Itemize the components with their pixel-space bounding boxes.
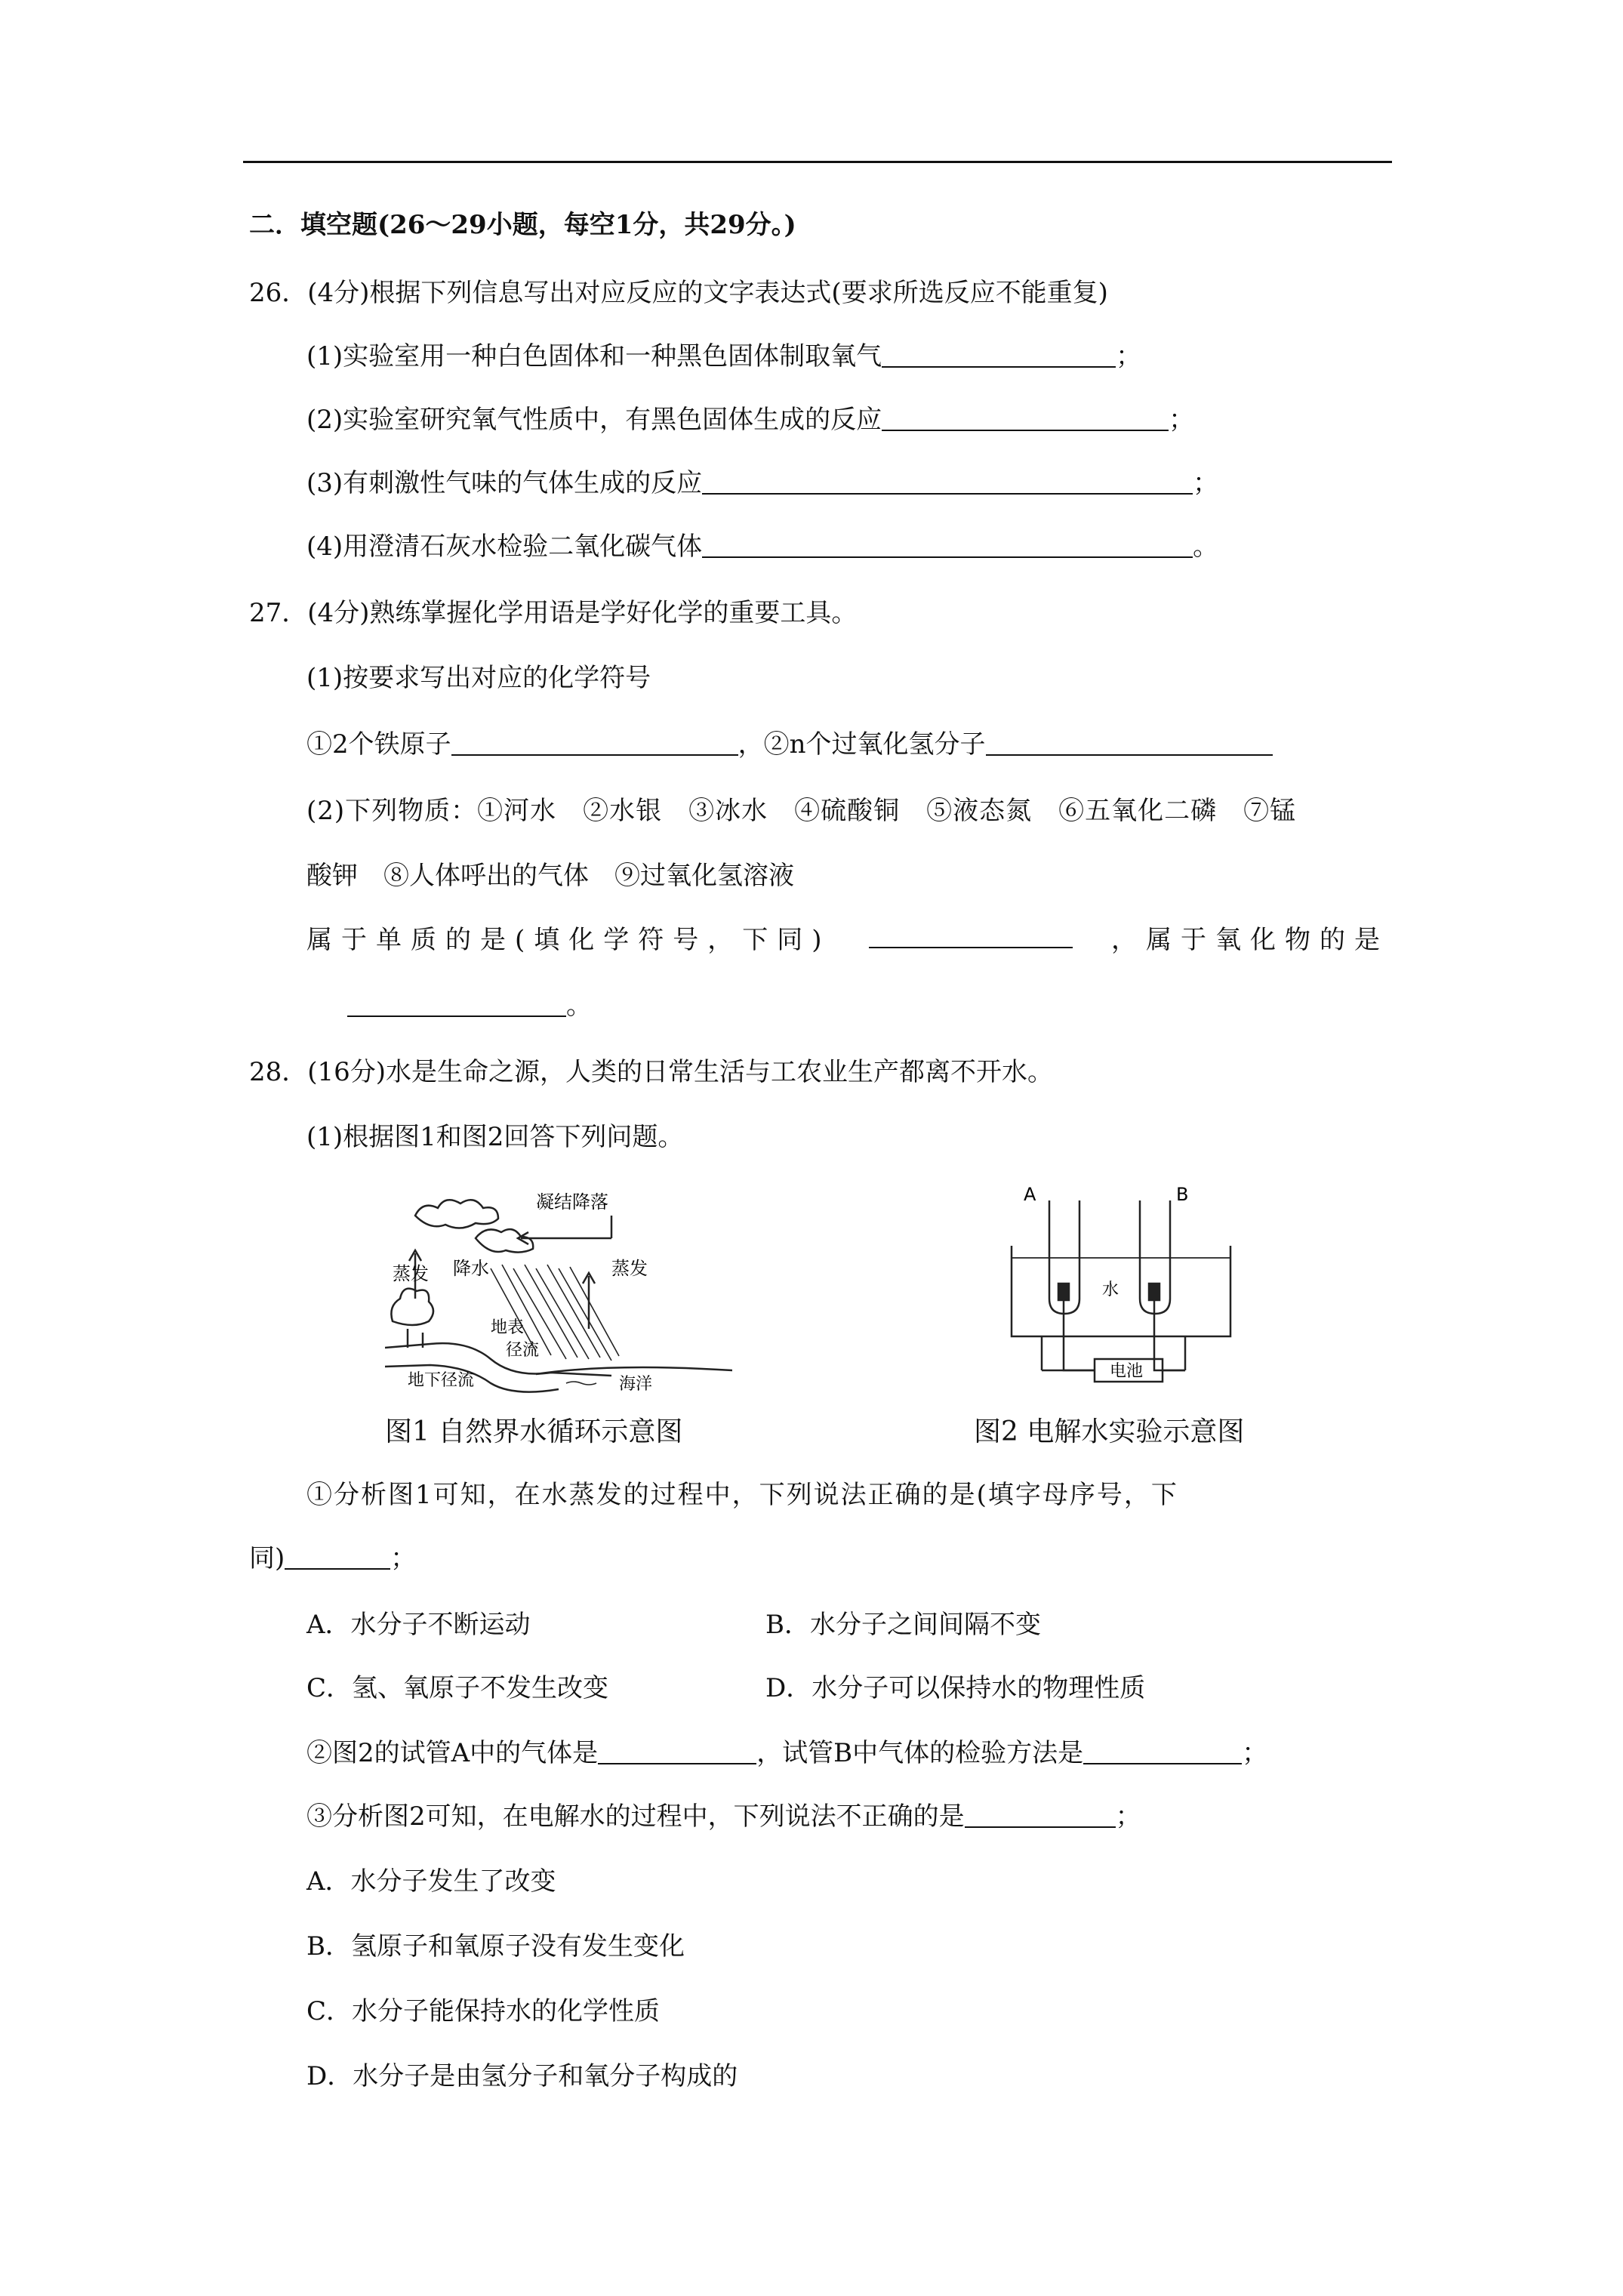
- beaker-outline: [1012, 1246, 1230, 1336]
- fig2-label-b: B: [1176, 1185, 1189, 1205]
- cloud-shape: [415, 1200, 498, 1228]
- answer-blank[interactable]: [869, 923, 1073, 948]
- q28-q1-option-c: C．氢、氧原子不发生改变: [306, 1673, 609, 1703]
- q28-q3: ③分析图2可知，在电解水的过程中，下列说法不正确的是 ；: [306, 1801, 1141, 1832]
- fig1-label-rain: 降水: [453, 1258, 489, 1279]
- fig2-caption: 图2 电解水实验示意图: [974, 1416, 1245, 1447]
- answer-blank[interactable]: [882, 342, 1116, 368]
- q28-stem: 28．(16分)水是生命之源，人类的日常生活与工农业生产都离不开水。: [249, 1057, 1054, 1087]
- q28-q1-option-b: B．水分子之间间隔不变: [765, 1610, 1041, 1640]
- top-rule: [243, 161, 1392, 163]
- q28-q1-line2: 同) ；: [249, 1543, 417, 1573]
- fig2-label-battery: 电池: [1110, 1362, 1144, 1381]
- q27-sub2-question: 属于单质的是(填化学符号，下同) ，属于氧化物的是: [306, 923, 1389, 957]
- section-title: 二．填空题(26～29小题，每空1分，共29分。): [249, 210, 796, 240]
- fig1-label-surface-a: 地表: [491, 1318, 525, 1337]
- q28-q1-line1: ①分析图1可知，在水蒸发的过程中，下列说法正确的是(填字母序号，下: [306, 1480, 1178, 1510]
- electrode-b: [1149, 1284, 1160, 1300]
- q28-q1-option-a: A．水分子不断运动: [306, 1610, 531, 1640]
- answer-blank[interactable]: [451, 730, 738, 756]
- q27-sub2-line1: (2)下列物质：①河水 ②水银 ③冰水 ④硫酸铜 ⑤液态氮 ⑥五氧化二磷 ⑦锰: [306, 796, 1297, 826]
- water-cycle-diagram: [385, 1185, 732, 1397]
- fig2-label-water: 水: [1102, 1281, 1119, 1299]
- q26-item-1: (1)实验室用一种白色固体和一种黑色固体制取氧气 ；: [306, 341, 1142, 371]
- q26-item-2: (2)实验室研究氧气性质中，有黑色固体生成的反应 ；: [306, 405, 1195, 435]
- wave-shape: [566, 1382, 596, 1385]
- answer-blank[interactable]: [285, 1544, 390, 1570]
- fig1-label-ground: 地下径流: [408, 1371, 475, 1390]
- q28-q3-option-b: B．氢原子和氧原子没有发生变化: [306, 1931, 685, 1962]
- q26-stem: 26．(4分)根据下列信息写出对应反应的文字表达式(要求所选反应不能重复): [249, 278, 1108, 308]
- q28-sub1: (1)根据图1和图2回答下列问题。: [306, 1122, 684, 1152]
- q27-stem: 27．(4分)熟练掌握化学用语是学好化学的重要工具。: [249, 598, 858, 628]
- fig2-label-a: A: [1024, 1185, 1036, 1205]
- fig1-label-evap-left: 蒸发: [393, 1263, 429, 1284]
- electrolysis-diagram: [996, 1185, 1246, 1389]
- answer-blank[interactable]: [986, 730, 1273, 756]
- q27-sub2-tail: 。: [347, 989, 592, 1022]
- q28-q2: ②图2的试管A中的气体是 ，试管B中气体的检验方法是 ；: [306, 1738, 1268, 1768]
- fig1-label-surface-b: 径流: [506, 1341, 540, 1360]
- fig1-label-evap-right: 蒸发: [611, 1258, 648, 1279]
- answer-blank[interactable]: [1083, 1739, 1242, 1764]
- cloud-shape: [476, 1229, 533, 1252]
- answer-blank[interactable]: [882, 405, 1169, 431]
- tree-shape: [391, 1289, 433, 1325]
- electrode-a: [1058, 1284, 1069, 1300]
- answer-blank[interactable]: [965, 1802, 1116, 1828]
- q28-q3-option-a: A．水分子发生了改变: [306, 1866, 556, 1897]
- answer-blank[interactable]: [347, 991, 566, 1017]
- fig1-caption: 图1 自然界水循环示意图: [385, 1416, 683, 1447]
- q27-sub2-line2: 酸钾 ⑧人体呼出的气体 ⑨过氧化氢溶液: [306, 861, 794, 891]
- q26-item-4: (4)用澄清石灰水检验二氧化碳气体 。: [306, 532, 1219, 562]
- answer-blank[interactable]: [598, 1739, 756, 1764]
- wire-a: [1064, 1300, 1095, 1370]
- q27-sub1-items: ①2个铁原子 ，②n个过氧化氢分子: [306, 728, 1273, 761]
- answer-blank[interactable]: [702, 532, 1193, 558]
- q26-item-3: (3)有刺激性气味的气体生成的反应 ；: [306, 468, 1219, 498]
- fig1-label-ocean: 海洋: [619, 1375, 653, 1394]
- q28-q3-option-c: C．水分子能保持水的化学性质: [306, 1996, 661, 2026]
- answer-blank[interactable]: [702, 469, 1193, 495]
- fig1-label-condense: 凝结降落: [536, 1191, 608, 1213]
- q28-q3-option-d: D．水分子是由氢分子和氧分子构成的: [306, 2061, 738, 2091]
- q27-sub1: (1)按要求写出对应的化学符号: [306, 663, 651, 693]
- q28-q1-option-d: D．水分子可以保持水的物理性质: [765, 1673, 1146, 1703]
